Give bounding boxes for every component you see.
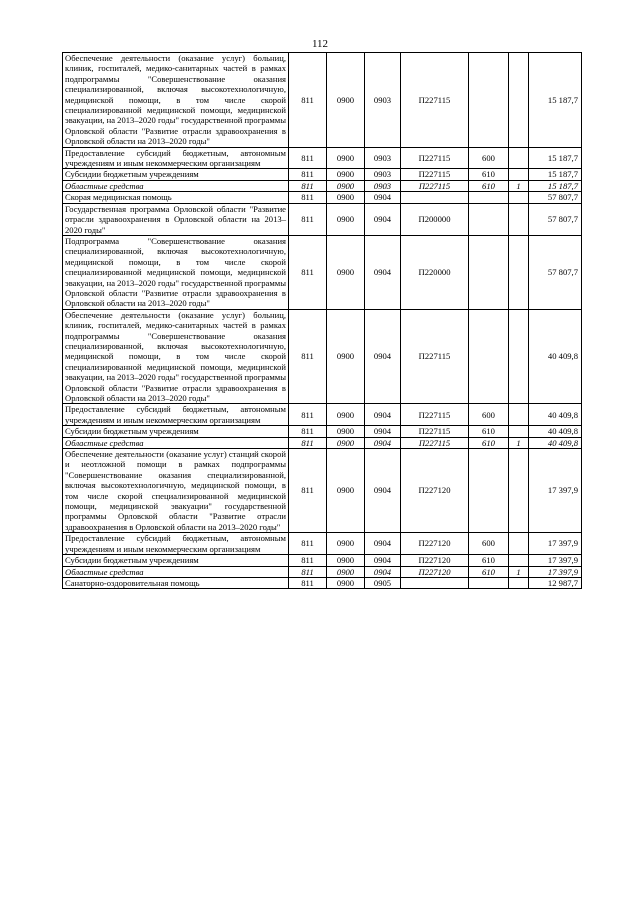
item-name-cell: Обеспечение деятельности (оказание услуг) больниц, клиник, госпиталей, медико-санитарных частей в рамках подпрограммы "Совершенствование оказания специализированной, включая высокотехнологичную, медицинской помощи, в том числе скорой специализированной медицинской помощи, медицинской эвакуации, на 2013–2020 годы" государственной программы Орловской области "Развитие отрасли здравоохранения в Орловской области на 2013–2020 годы" [63, 309, 289, 404]
section-code-cell: 0900 [327, 53, 365, 148]
item-name-cell: Субсидии бюджетным учреждениям [63, 555, 289, 566]
subsection-code-cell: 0903 [365, 169, 401, 180]
ministry-code-cell: 811 [289, 235, 327, 309]
section-code-cell: 0900 [327, 426, 365, 437]
table-row [63, 309, 582, 404]
funding-source-cell [509, 192, 529, 203]
expense-type-code-cell: 610 [469, 437, 509, 448]
expense-type-code-cell: 610 [469, 180, 509, 191]
subsection-code-cell: 0904 [365, 566, 401, 577]
target-item-code-cell: П227120 [401, 449, 469, 533]
ministry-code-cell: 811 [289, 555, 327, 566]
amount-cell: 57 807,7 [529, 192, 582, 203]
item-name-cell: Субсидии бюджетным учреждениям [63, 169, 289, 180]
amount-cell: 17 397,9 [529, 566, 582, 577]
target-item-code-cell: П227115 [401, 309, 469, 404]
expense-type-code-cell: 610 [469, 555, 509, 566]
table-row [63, 169, 582, 180]
regional-funds-row [63, 437, 582, 448]
table-row [63, 449, 582, 533]
section-code-cell: 0900 [327, 192, 365, 203]
subsection-code-cell: 0903 [365, 147, 401, 169]
expense-type-code-cell [469, 192, 509, 203]
subsection-code-cell: 0904 [365, 203, 401, 235]
ministry-code-cell: 811 [289, 309, 327, 404]
target-item-code-cell: П227115 [401, 169, 469, 180]
section-code-cell: 0900 [327, 577, 365, 588]
subsection-code-cell: 0904 [365, 555, 401, 566]
amount-cell: 15 187,7 [529, 53, 582, 148]
ministry-code-cell: 811 [289, 577, 327, 588]
expense-type-code-cell: 610 [469, 566, 509, 577]
target-item-code-cell: П227115 [401, 426, 469, 437]
expense-type-code-cell: 600 [469, 533, 509, 555]
ministry-code-cell: 811 [289, 203, 327, 235]
subsection-code-cell: 0904 [365, 437, 401, 448]
amount-cell: 57 807,7 [529, 203, 582, 235]
table-row [63, 426, 582, 437]
target-item-code-cell: П227115 [401, 404, 469, 426]
funding-source-cell: 1 [509, 180, 529, 191]
section-code-cell: 0900 [327, 437, 365, 448]
table-row [63, 235, 582, 309]
expense-type-code-cell: 610 [469, 426, 509, 437]
amount-cell: 57 807,7 [529, 235, 582, 309]
ministry-code-cell: 811 [289, 426, 327, 437]
subsection-code-cell: 0903 [365, 180, 401, 191]
regional-funds-row [63, 180, 582, 191]
table-row [63, 404, 582, 426]
ministry-code-cell: 811 [289, 192, 327, 203]
expense-type-code-cell [469, 235, 509, 309]
funding-source-cell: 1 [509, 437, 529, 448]
ministry-code-cell: 811 [289, 533, 327, 555]
expense-type-code-cell: 610 [469, 169, 509, 180]
table-row [63, 533, 582, 555]
ministry-code-cell: 811 [289, 449, 327, 533]
target-item-code-cell: П227115 [401, 180, 469, 191]
funding-source-cell [509, 147, 529, 169]
subsection-code-cell: 0904 [365, 426, 401, 437]
item-name-cell: Предоставление субсидий бюджетным, автономным учреждениям и иным некоммерческим организациям [63, 404, 289, 426]
expense-type-code-cell [469, 449, 509, 533]
section-code-cell: 0900 [327, 566, 365, 577]
amount-cell: 15 187,7 [529, 147, 582, 169]
ministry-code-cell: 811 [289, 180, 327, 191]
ministry-code-cell: 811 [289, 53, 327, 148]
section-code-cell: 0900 [327, 147, 365, 169]
expense-type-code-cell [469, 203, 509, 235]
funding-source-cell [509, 235, 529, 309]
amount-cell: 15 187,7 [529, 169, 582, 180]
funding-source-cell [509, 533, 529, 555]
subsection-code-cell: 0904 [365, 235, 401, 309]
target-item-code-cell: П200000 [401, 203, 469, 235]
section-code-cell: 0900 [327, 309, 365, 404]
section-code-cell: 0900 [327, 203, 365, 235]
funding-source-cell [509, 577, 529, 588]
expense-type-code-cell: 600 [469, 147, 509, 169]
page-number: 112 [311, 38, 329, 50]
item-name-cell: Обеспечение деятельности (оказание услуг) больниц, клиник, госпиталей, медико-санитарных частей в рамках подпрограммы "Совершенствование оказания специализированной, включая высокотехнологичную, медицинской помощи, в том числе скорой специализированной медицинской помощи, медицинской эвакуации, на 2013–2020 годы" государственной программы Орловской области "Развитие отрасли здравоохранения в Орловской области на 2013–2020 годы" [63, 53, 289, 148]
ministry-code-cell: 811 [289, 566, 327, 577]
item-name-cell: Предоставление субсидий бюджетным, автономным учреждениям и иным некоммерческим организациям [63, 533, 289, 555]
amount-cell: 17 397,9 [529, 555, 582, 566]
item-name-cell: Скорая медицинская помощь [63, 192, 289, 203]
target-item-code-cell [401, 577, 469, 588]
item-name-cell: Субсидии бюджетным учреждениям [63, 426, 289, 437]
item-name-cell: Областные средства [63, 566, 289, 577]
item-name-cell: Санаторно-оздоровительная помощь [63, 577, 289, 588]
funding-source-cell [509, 426, 529, 437]
target-item-code-cell: П220000 [401, 235, 469, 309]
subsection-code-cell: 0904 [365, 192, 401, 203]
table-row [63, 555, 582, 566]
subsection-code-cell: 0904 [365, 309, 401, 404]
section-code-cell: 0900 [327, 169, 365, 180]
amount-cell: 15 187,7 [529, 180, 582, 191]
item-name-cell: Обеспечение деятельности (оказание услуг) станций скорой и неотложной помощи в рамках подпрограммы "Совершенствование оказания специализированной, включая высокотехнологичную, медицинской помощи, в том числе скорой специализированной медицинской помощи, медицинской эвакуации" государственной программы Орловской области "Развитие отрасли здравоохранения в Орловской области на 2013–2020 годы" [63, 449, 289, 533]
amount-cell: 40 409,8 [529, 404, 582, 426]
item-name-cell: Государственная программа Орловской области "Развитие отрасли здравоохранения в Орловской области на 2013–2020 годы" [63, 203, 289, 235]
ministry-code-cell: 811 [289, 169, 327, 180]
subsection-code-cell: 0904 [365, 449, 401, 533]
ministry-code-cell: 811 [289, 147, 327, 169]
target-item-code-cell: П227115 [401, 53, 469, 148]
section-code-cell: 0900 [327, 235, 365, 309]
budget-table-body [63, 53, 582, 589]
subsection-code-cell: 0904 [365, 404, 401, 426]
funding-source-cell [509, 203, 529, 235]
amount-cell: 40 409,8 [529, 309, 582, 404]
subsection-code-cell: 0905 [365, 577, 401, 588]
target-item-code-cell: П227115 [401, 147, 469, 169]
target-item-code-cell: П227120 [401, 533, 469, 555]
item-name-cell: Областные средства [63, 180, 289, 191]
regional-funds-row [63, 566, 582, 577]
funding-source-cell [509, 404, 529, 426]
funding-source-cell [509, 309, 529, 404]
funding-source-cell [509, 169, 529, 180]
funding-source-cell: 1 [509, 566, 529, 577]
expense-type-code-cell: 600 [469, 404, 509, 426]
amount-cell: 40 409,8 [529, 426, 582, 437]
section-code-cell: 0900 [327, 449, 365, 533]
funding-source-cell [509, 449, 529, 533]
expense-type-code-cell [469, 53, 509, 148]
table-row [63, 192, 582, 203]
subsection-code-cell: 0904 [365, 533, 401, 555]
funding-source-cell [509, 555, 529, 566]
ministry-code-cell: 811 [289, 437, 327, 448]
amount-cell: 17 397,9 [529, 533, 582, 555]
amount-cell: 12 987,7 [529, 577, 582, 588]
subsection-code-cell: 0903 [365, 53, 401, 148]
target-item-code-cell: П227120 [401, 555, 469, 566]
table-row [63, 147, 582, 169]
table-row [63, 577, 582, 588]
item-name-cell: Областные средства [63, 437, 289, 448]
target-item-code-cell: П227115 [401, 437, 469, 448]
funding-source-cell [509, 53, 529, 148]
target-item-code-cell: П227120 [401, 566, 469, 577]
item-name-cell: Подпрограмма "Совершенствование оказания специализированной, включая высокотехнологичную, медицинской помощи, в том числе скорой специализированной медицинской помощи, медицинской эвакуации, на 2013–2020 годы" государственной программы Орловской области "Развитие отрасли здравоохранения в Орловской области на 2013–2020 годы" [63, 235, 289, 309]
section-code-cell: 0900 [327, 180, 365, 191]
item-name-cell: Предоставление субсидий бюджетным, автономным учреждениям и иным некоммерческим организациям [63, 147, 289, 169]
table-row [63, 53, 582, 148]
budget-table [62, 52, 582, 589]
expense-type-code-cell [469, 309, 509, 404]
ministry-code-cell: 811 [289, 404, 327, 426]
section-code-cell: 0900 [327, 555, 365, 566]
table-row [63, 203, 582, 235]
amount-cell: 40 409,8 [529, 437, 582, 448]
target-item-code-cell [401, 192, 469, 203]
section-code-cell: 0900 [327, 533, 365, 555]
amount-cell: 17 397,9 [529, 449, 582, 533]
section-code-cell: 0900 [327, 404, 365, 426]
expense-type-code-cell [469, 577, 509, 588]
